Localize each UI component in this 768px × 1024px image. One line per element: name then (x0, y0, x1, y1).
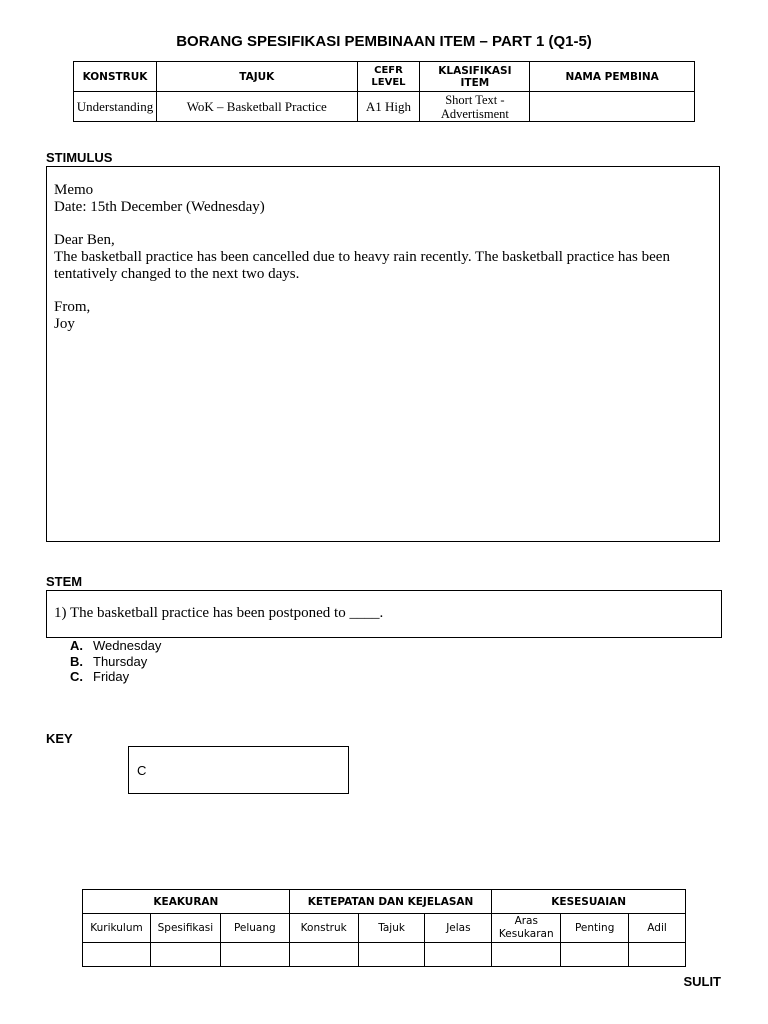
score-cell (629, 943, 686, 967)
header-val-konstruk: Understanding (74, 92, 157, 122)
memo-greeting: Dear Ben, (54, 232, 115, 248)
criterion-aras-kesukaran: Aras Kesukaran (492, 914, 561, 943)
header-val-nama-pembina (530, 92, 695, 122)
stem-question: 1) The basketball practice has been postponed to ____. (54, 605, 384, 621)
header-col-klasifikasi-item: KLASIFIKASI ITEM (420, 62, 530, 92)
memo-signature: Joy (54, 316, 75, 332)
header-col-tajuk: TAJUK (156, 62, 357, 92)
score-cell (220, 943, 289, 967)
header-table (73, 61, 695, 122)
group-kesesuaian: KESESUAIAN (492, 890, 686, 914)
criterion-tajuk: Tajuk (358, 914, 425, 943)
criterion-jelas: Jelas (425, 914, 492, 943)
list-item (70, 654, 161, 670)
list-item (70, 669, 161, 685)
key-label: KEY (46, 731, 73, 746)
memo-body: The basketball practice has been cancelled due to heavy rain recently. The basketball practice has been tentatively changed to the next two days. (54, 249, 670, 282)
option-letter: A. (70, 638, 83, 653)
criterion-adil: Adil (629, 914, 686, 943)
footer-sulit: SULIT (683, 974, 721, 989)
stimulus-label: STIMULUS (46, 150, 113, 165)
memo-closing: From, (54, 299, 91, 315)
option-letter: C. (70, 669, 83, 684)
key-box (128, 746, 349, 794)
header-val-tajuk: WoK – Basketball Practice (156, 92, 357, 122)
criterion-kurikulum: Kurikulum (83, 914, 151, 943)
score-cell (289, 943, 358, 967)
key-answer: C (137, 763, 147, 778)
option-text: Friday (93, 669, 130, 684)
score-cell (561, 943, 629, 967)
score-cell (425, 943, 492, 967)
header-val-klasifikasi-item: Short Text - Advertisment (420, 92, 530, 122)
header-val-cefr-level: A1 High (357, 92, 420, 122)
memo-heading: Memo (54, 182, 94, 198)
criterion-penting: Penting (561, 914, 629, 943)
page-title: BORANG SPESIFIKASI PEMBINAAN ITEM – PART 1 (Q1-5) (176, 33, 592, 50)
score-cell (83, 943, 151, 967)
option-text: Thursday (93, 653, 148, 669)
options-list (70, 638, 161, 685)
score-cell (150, 943, 220, 967)
stimulus-box (46, 166, 720, 542)
option-letter: B. (70, 653, 83, 669)
group-keakuran: KEAKURAN (83, 890, 290, 914)
header-col-konstruk: KONSTRUK (74, 62, 157, 92)
score-cell (492, 943, 561, 967)
header-col-nama-pembina: NAMA PEMBINA (530, 62, 695, 92)
criterion-spesifikasi: Spesifikasi (150, 914, 220, 943)
option-text: Wednesday (93, 638, 162, 653)
criterion-peluang: Peluang (220, 914, 289, 943)
evaluation-table (82, 889, 686, 967)
list-item (70, 638, 161, 654)
header-col-cefr-level: CEFR LEVEL (357, 62, 420, 92)
stem-label: STEM (46, 574, 83, 589)
score-cell (358, 943, 425, 967)
group-ketepatan-dan-kejelasan: KETEPATAN DAN KEJELASAN (289, 890, 492, 914)
criterion-konstruk: Konstruk (289, 914, 358, 943)
stem-box (46, 590, 722, 638)
memo-date: Date: 15th December (Wednesday) (54, 199, 265, 215)
